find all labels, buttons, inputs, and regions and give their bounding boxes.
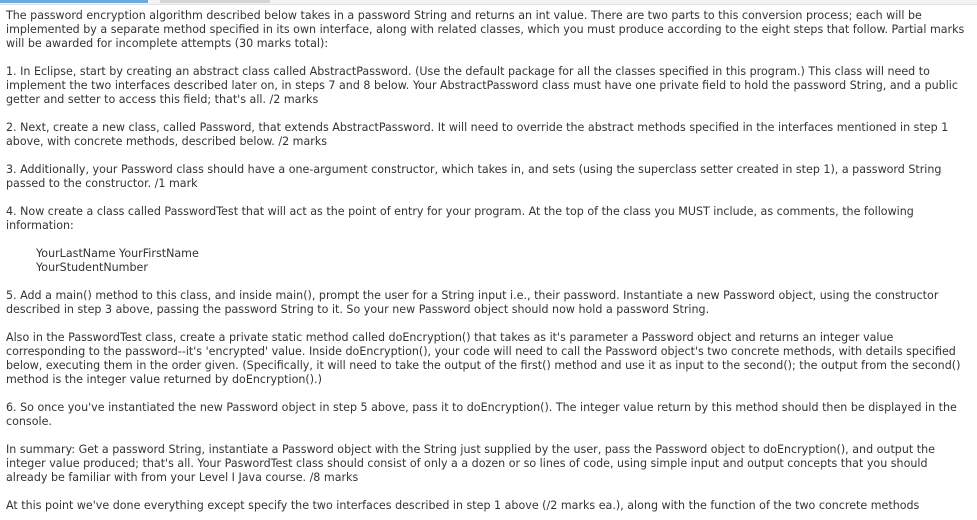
step-6-paragraph: 6. So once you've instantiated the new Password object in step 5 above, pass it to doEncryption(). The integer value return by this method should then be displayed in the console.: [6, 401, 957, 428]
step-5-continuation-paragraph: Also in the PasswordTest class, create a private static method called doEncryption() that takes as it's parameter a Password object and returns an integer value corresponding to the password--it's 'encrypted' value. Inside doEncryption(), your code will need to call the Password object's two concrete methods, with details specified below, executing them in the order given. (Specifically, it will need to take the output of the first() method and use it as input to the second(); the output from the second() method is the integer value returned by doEncryption().): [6, 331, 961, 386]
step-4-paragraph: 4. Now create a class called PasswordTest that will act as the point of entry for your program. At the top of the class you MUST include, as comments, the following information:: [6, 205, 914, 232]
name-line: YourLastName YourFirstName: [36, 247, 199, 260]
comment-header-block: [36, 247, 972, 275]
step-1-paragraph: 1. In Eclipse, start by creating an abstract class called AbstractPassword. (Use the default package for all the classes specified in this program.) This class will need to implement the two interfaces described later on, in steps 7 and 8 below. Your AbstractPassword class must have one private field to hold the password String, and a public getter and setter to access this field; that's all. /2 marks: [6, 65, 958, 106]
active-tab-edge[interactable]: [0, 0, 148, 3]
step-5-paragraph: 5. Add a main() method to this class, and inside main(), prompt the user for a String input i.e., their password. Instantiate a new Password object, using the constructor described in step 3 above, passing the password String to it. So your new Password object should now hold a password String.: [6, 289, 939, 316]
step-2-paragraph: 2. Next, create a new class, called Password, that extends AbstractPassword. It will need to override the abstract methods specified in the interfaces mentioned in step 1 above, with concrete methods, described below. /2 marks: [6, 121, 949, 148]
intro-paragraph: The password encryption algorithm described below takes in a password String and returns an int value. There are two parts to this conversion process; each will be implemented by a separate method specified in its own interface, along with related classes, which you must produce according to the eight steps that follow. Partial marks will be awarded for incomplete attempts (30 marks total):: [6, 9, 965, 50]
inactive-tab-edge[interactable]: [160, 0, 270, 3]
browser-tab-strip: [0, 0, 977, 5]
summary-paragraph: In summary: Get a password String, instantiate a Password object with the String just supplied by the user, pass the Password object to doEncryption(), and output the integer value produced; that's all. Your PaswordTest class should consist of only a a dozen or so lines of code, using simple input and output concepts that you should already be familiar with from your Level I Java course. /8 marks: [6, 443, 935, 484]
assignment-document: [6, 9, 972, 520]
closing-paragraph: At this point we've done everything except specify the two interfaces described in step 1 above (/2 marks ea.), along with the function of the two concrete methods: [6, 499, 920, 512]
step-3-paragraph: 3. Additionally, your Password class should have a one-argument constructor, which takes in, and sets (using the superclass setter created in step 1), a password String passed to the constructor. /1 mark: [6, 163, 942, 190]
student-number-line: YourStudentNumber: [36, 261, 148, 274]
